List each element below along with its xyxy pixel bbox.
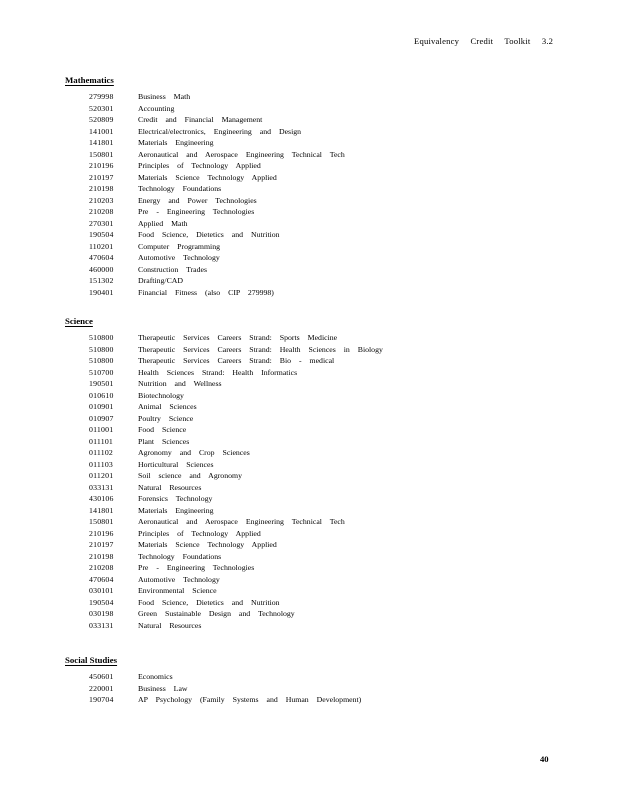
course-name: Principles of Technology Applied <box>138 528 261 538</box>
course-row <box>65 597 280 609</box>
course-name: Forensics Technology <box>138 494 213 503</box>
section-science <box>65 316 383 631</box>
course-name: Agronomy and Crop Sciences <box>138 448 250 457</box>
course-name: Aeronautical and Aerospace Engineering Technical Tech <box>138 149 345 159</box>
course-row <box>65 126 302 138</box>
course-code: 033131 <box>89 482 114 492</box>
course-name: Poultry Science <box>138 413 194 423</box>
course-row <box>65 332 338 344</box>
course-name: Pre - Engineering Technologies <box>138 563 255 572</box>
course-code: 011101 <box>89 436 114 446</box>
course-code: 150801 <box>89 517 114 526</box>
course-row <box>65 539 277 551</box>
course-code: 210208 <box>89 207 114 216</box>
course-code: 210197 <box>89 172 114 182</box>
course-name: Pre - Engineering Technologies <box>138 207 255 216</box>
course-name: Materials Science Technology Applied <box>138 172 277 182</box>
course-name: Health Sciences Strand: Health Informatics <box>138 367 298 377</box>
section-mathematics <box>65 75 345 298</box>
course-row <box>65 413 194 425</box>
course-code: 270301 <box>89 218 114 228</box>
course-code: 190704 <box>89 695 114 704</box>
course-row <box>65 183 222 195</box>
course-list <box>65 332 383 631</box>
course-name: Principles of Technology Applied <box>138 161 261 170</box>
course-name: Animal Sciences <box>138 402 197 411</box>
course-code: 220001 <box>89 683 114 693</box>
course-row <box>65 585 217 597</box>
course-row <box>65 252 220 264</box>
course-code: 520301 <box>89 103 114 113</box>
course-code: 150801 <box>89 149 114 159</box>
course-code: 460000 <box>89 264 114 274</box>
course-name: Horticultural Sciences <box>138 459 214 469</box>
course-list <box>65 671 362 706</box>
course-code: 011103 <box>89 459 114 469</box>
course-row <box>65 401 197 413</box>
course-code: 010901 <box>89 402 114 411</box>
course-name: Business Law <box>138 683 188 693</box>
course-name: Credit and Financial Management <box>138 115 263 124</box>
course-row <box>65 378 222 390</box>
course-code: 510700 <box>89 367 114 377</box>
course-code: 011102 <box>89 448 114 457</box>
course-name: Applied Math <box>138 218 188 228</box>
course-row <box>65 160 261 172</box>
course-row <box>65 482 202 494</box>
course-code: 141801 <box>89 138 114 147</box>
course-code: 141801 <box>89 505 114 515</box>
course-name: Automotive Technology <box>138 253 220 262</box>
course-name: Soil science and Agronomy <box>138 471 242 480</box>
course-row <box>65 436 190 448</box>
course-row <box>65 390 184 402</box>
course-row <box>65 447 250 459</box>
course-name: Natural Resources <box>138 482 202 492</box>
course-name: Computer Programming <box>138 241 221 251</box>
course-row <box>65 551 222 563</box>
course-row <box>65 195 257 207</box>
course-list <box>65 91 345 298</box>
course-row <box>65 683 188 695</box>
course-row <box>65 149 345 161</box>
course-name: Natural Resources <box>138 620 202 630</box>
course-row <box>65 493 213 505</box>
course-name: Energy and Power Technologies <box>138 195 257 205</box>
course-name: Aeronautical and Aerospace Engineering Technical Tech <box>138 517 345 526</box>
course-name: Green Sustainable Design and Technology <box>138 609 295 618</box>
course-code: 030198 <box>89 609 114 618</box>
course-code: 430106 <box>89 494 114 503</box>
course-name: AP Psychology (Family Systems and Human Development) <box>138 695 362 704</box>
course-name: Technology Foundations <box>138 184 222 193</box>
course-row <box>65 264 208 276</box>
course-row <box>65 505 214 517</box>
course-name: Nutrition and Wellness <box>138 379 222 388</box>
course-name: Therapeutic Services Careers Strand: Sports Medicine <box>138 333 338 342</box>
course-row <box>65 620 202 632</box>
course-row <box>65 287 274 299</box>
course-name: Drafting/CAD <box>138 276 184 285</box>
course-code: 520809 <box>89 115 114 124</box>
course-row <box>65 574 220 586</box>
section-heading: Social Studies <box>65 655 118 665</box>
course-code: 190501 <box>89 379 114 388</box>
course-code: 011001 <box>89 425 114 434</box>
course-name: Economics <box>138 672 173 681</box>
course-code: 011201 <box>89 471 114 480</box>
course-row <box>65 275 184 287</box>
course-code: 141001 <box>89 126 114 136</box>
course-code: 279998 <box>89 92 114 101</box>
course-code: 210196 <box>89 161 114 170</box>
course-row <box>65 206 255 218</box>
course-name: Financial Fitness (also CIP 279998) <box>138 287 274 297</box>
course-name: Technology Foundations <box>138 551 222 561</box>
course-row <box>65 91 191 103</box>
course-row <box>65 103 175 115</box>
section-heading: Science <box>65 316 93 326</box>
course-row <box>65 694 362 706</box>
course-name: Environmental Science <box>138 586 217 595</box>
course-code: 470604 <box>89 574 114 584</box>
course-code: 210198 <box>89 184 114 193</box>
course-code: 010907 <box>89 413 114 423</box>
course-name: Therapeutic Services Careers Strand: Bio - medical <box>138 356 335 365</box>
course-row <box>65 172 277 184</box>
course-name: Food Science <box>138 425 187 434</box>
course-code: 190401 <box>89 287 114 297</box>
page-header: Equivalency Credit Toolkit 3.2 <box>414 36 554 46</box>
page-number: 40 <box>540 754 549 764</box>
section-social-studies <box>65 655 362 706</box>
course-name: Food Science, Dietetics and Nutrition <box>138 230 280 239</box>
course-name: Materials Engineering <box>138 138 214 147</box>
course-name: Construction Trades <box>138 264 208 274</box>
course-code: 210196 <box>89 528 114 538</box>
course-code: 033131 <box>89 620 114 630</box>
course-name: Materials Science Technology Applied <box>138 540 277 549</box>
course-row <box>65 355 335 367</box>
course-code: 210208 <box>89 563 114 572</box>
course-row <box>65 528 261 540</box>
course-name: Plant Sciences <box>138 436 190 446</box>
course-name: Biotechnology <box>138 390 184 400</box>
course-row <box>65 229 280 241</box>
course-code: 010610 <box>89 390 114 400</box>
course-row <box>65 516 345 528</box>
course-row <box>65 671 173 683</box>
course-code: 450601 <box>89 672 114 681</box>
course-code: 210198 <box>89 551 114 561</box>
course-code: 510800 <box>89 344 114 354</box>
course-code: 510800 <box>89 356 114 365</box>
course-code: 190504 <box>89 230 114 239</box>
section-heading: Mathematics <box>65 75 114 85</box>
course-name: Accounting <box>138 103 175 113</box>
course-row <box>65 344 383 356</box>
course-name: Food Science, Dietetics and Nutrition <box>138 597 280 607</box>
course-name: Electrical/electronics, Engineering and Design <box>138 126 302 136</box>
course-row <box>65 367 298 379</box>
course-row <box>65 241 221 253</box>
course-name: Therapeutic Services Careers Strand: Health Sciences in Biology <box>138 344 383 354</box>
course-name: Business Math <box>138 92 191 101</box>
course-code: 210197 <box>89 540 114 549</box>
course-row <box>65 218 188 230</box>
course-row <box>65 562 255 574</box>
course-code: 210203 <box>89 195 114 205</box>
course-name: Automotive Technology <box>138 574 220 584</box>
course-code: 110201 <box>89 241 114 251</box>
course-row <box>65 114 263 126</box>
course-name: Materials Engineering <box>138 505 214 515</box>
course-row <box>65 608 295 620</box>
course-code: 510800 <box>89 333 114 342</box>
course-code: 151302 <box>89 276 114 285</box>
course-code: 470604 <box>89 253 114 262</box>
course-row <box>65 470 242 482</box>
course-row <box>65 459 214 471</box>
course-code: 190504 <box>89 597 114 607</box>
course-code: 030101 <box>89 586 114 595</box>
course-row <box>65 424 187 436</box>
course-row <box>65 137 214 149</box>
